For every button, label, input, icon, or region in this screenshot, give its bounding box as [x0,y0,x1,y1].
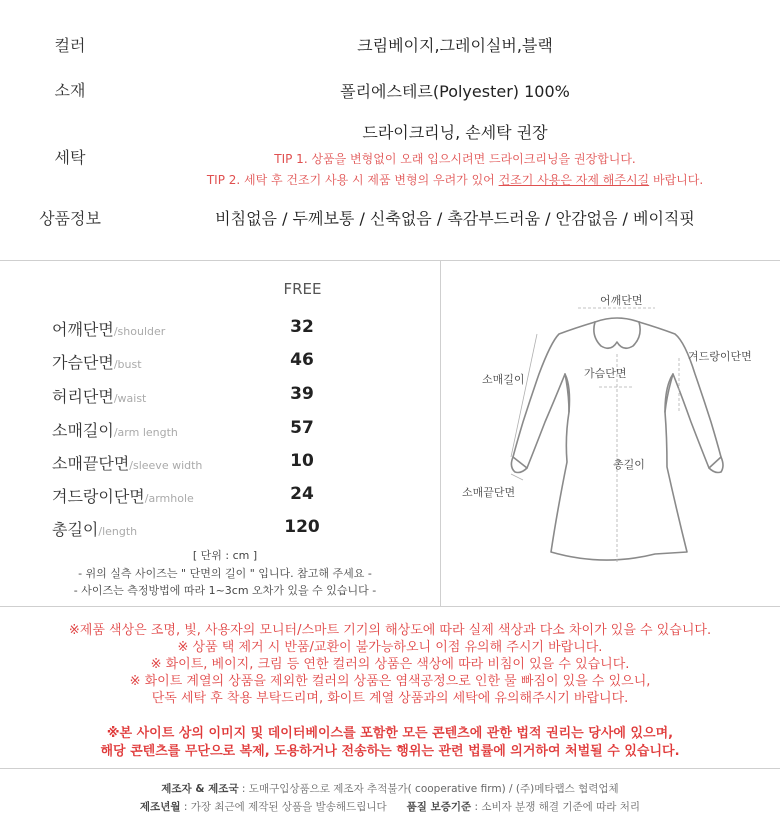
washing-value: 드라이크리닝, 손세탁 권장 [362,123,548,142]
size-value: 10 [290,451,314,471]
notice-line-3: ※ 화이트, 베이지, 크림 등 연한 컬러의 상품은 색상에 따라 비침이 있을 수 있습니다. [150,657,630,672]
diagram-label-length: 총길이 [613,458,645,471]
divider-middle [0,606,780,607]
size-row-length: 총길이/length 120 [52,517,412,547]
material-value: 폴리에스테르(Polyester) 100% [340,82,570,101]
washing-label: 세탁 [54,148,86,167]
size-row-waist: 허리단면/waist 39 [52,384,412,414]
diagram-label-armhole: 겨드랑이단면 [688,350,752,363]
size-value: 46 [290,350,314,370]
notice-line-2: ※ 상품 택 제거 시 반품/교환이 불가능하오니 이점 유의해 주시기 바랍니다. [177,640,603,655]
divider-bottom [0,768,780,769]
size-value: 39 [290,384,314,404]
dress-outline-illustration [441,262,780,606]
size-row-sleeve-width: 소매끝단면/sleeve width 10 [52,451,412,481]
diagram-label-shoulder: 어깨단면 [600,294,643,307]
diagram-label-bust: 가슴단면 [584,367,627,380]
size-row-arm-length: 소매길이/arm length 57 [52,418,412,448]
size-unit: [ 단위 : cm ] [192,549,258,562]
garment-diagram [441,262,780,606]
washing-tip-1: TIP 1. 상품을 변형없이 오래 입으시려면 드라이크리닝을 권장합니다. [274,152,636,166]
size-row-shoulder: 어깨단면/shoulder 32 [52,317,412,347]
size-note-1: - 위의 실측 사이즈는 " 단면의 길이 " 입니다. 참고해 주세요 - [78,567,372,580]
copyright-notice-1: ※본 사이트 상의 이미지 및 데이터베이스를 포함한 모든 콘텐츠에 관한 법적 권리는 당사에 있으며, [106,726,674,741]
size-row-bust: 가슴단면/bust 46 [52,350,412,380]
product-detail-label: 상품정보 [39,209,101,228]
size-value: 57 [290,418,314,438]
product-info-section [0,0,780,260]
footer-maker: 제조자 & 제조국 : 도매구입상품으로 제조자 추적불가( cooperative firm) / (주)메타랩스 협력업체 [161,783,619,795]
size-value: 24 [290,484,314,504]
material-label: 소재 [54,81,86,100]
color-value: 크림베이지,그레이실버,블랙 [357,36,553,55]
dryer-warning: 건조기 사용은 자제 해주시길 [498,173,650,187]
copyright-notice-2: 해당 콘텐츠를 무단으로 복제, 도용하거나 전송하는 행위는 관련 법률에 의거하여 처벌될 수 있습니다. [100,744,680,759]
size-header-free: FREE [283,280,322,298]
size-row-armhole: 겨드랑이단면/armhole 24 [52,484,412,514]
size-note-2: - 사이즈는 측정방법에 따라 1~3cm 오차가 있을 수 있습니다 - [73,584,377,597]
notice-line-5: 단독 세탁 후 착용 부탁드리며, 화이트 계열 상품과의 세탁에 유의해주시기 바랍니다. [151,691,629,706]
diagram-label-sleeve-width: 소매끝단면 [462,486,516,499]
divider-top [0,260,780,261]
diagram-label-arm-length: 소매길이 [482,373,525,386]
color-label: 컬러 [54,36,86,55]
size-value: 32 [290,317,314,337]
notice-line-1: ※제품 색상은 조명, 빛, 사용자의 모니터/스마트 기기의 해상도에 따라 실제 색상과 다소 차이가 있을 수 있습니다. [68,623,712,638]
washing-tip-2: TIP 2. 세탁 후 건조기 사용 시 제품 변형의 우려가 있어 건조기 사용은 자제 해주시길 바랍니다. [206,173,704,187]
product-detail-value: 비침없음 / 두께보통 / 신축없음 / 촉감부드러움 / 안감없음 / 베이직핏 [215,209,695,228]
size-value: 120 [284,517,320,537]
notice-line-4: ※ 화이트 계열의 상품을 제외한 컬러의 상품은 염색공정으로 인한 물 빠짐이 있을 수 있으니, [129,674,651,689]
footer-date-warranty: 제조년월 : 가장 최근에 제작된 상품을 발송해드립니다 품질 보증기준 : 소비자 분쟁 해결 기준에 따라 처리 [139,801,641,813]
